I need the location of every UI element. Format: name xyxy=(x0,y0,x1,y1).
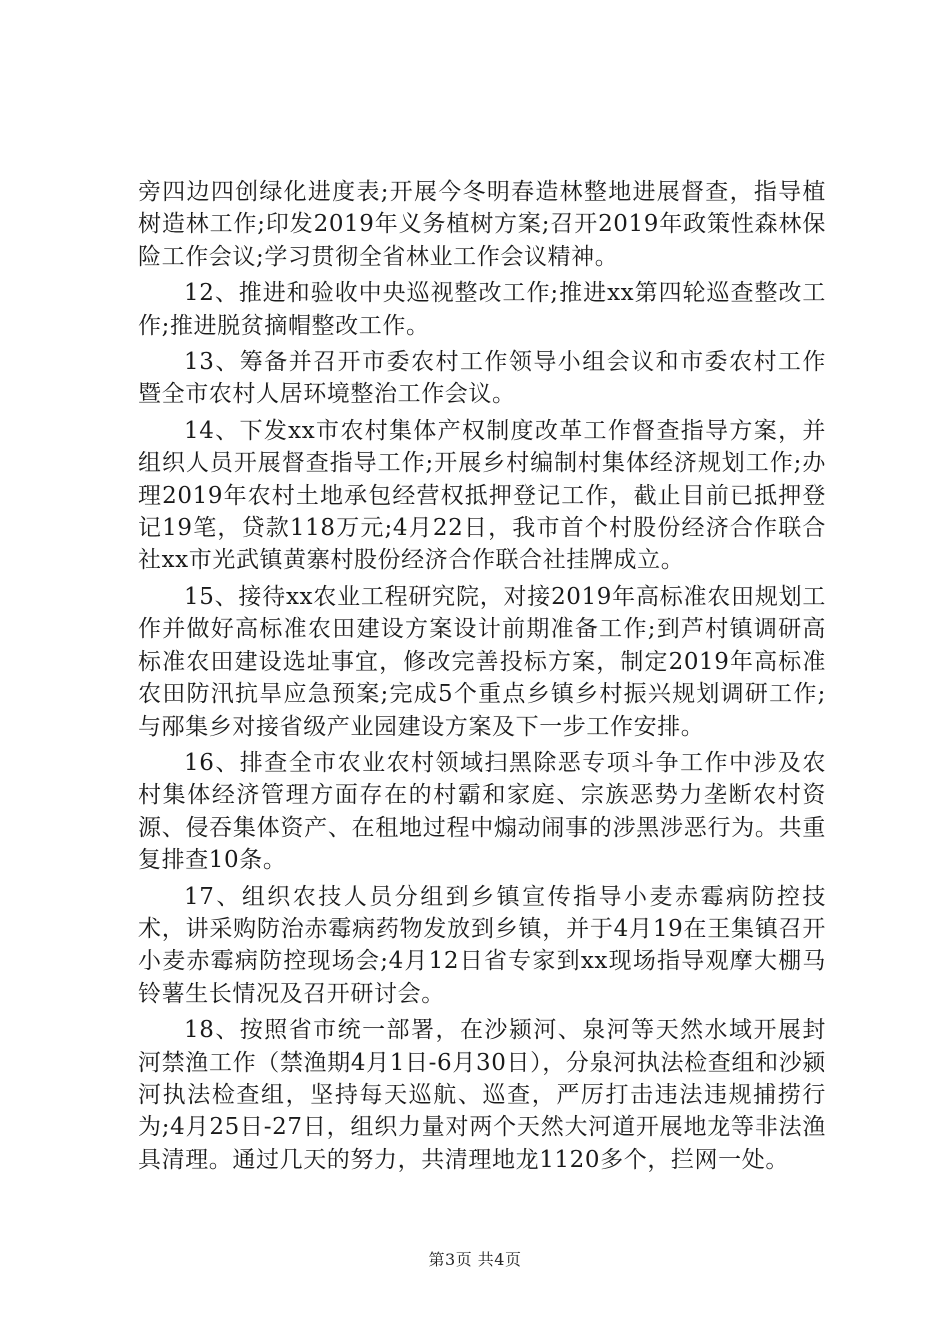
paragraph-item-18: 18、按照省市统一部署，在沙颍河、泉河等天然水域开展封河禁渔工作（禁渔期4月1日-6月30日），分泉河执法检查组和沙颍河执法检查组，坚持每天巡航、巡查，严厉打击违法违规捕捞行为;4月25日-27日，组织力量对两个天然大河道开展地龙等非法渔具清理。通过几天的努力，共清理地龙1120多个，拦网一处。 xyxy=(138,1017,826,1173)
page-number-label: 第3页 共4页 xyxy=(428,1250,522,1269)
paragraph-item-17: 17、组织农技人员分组到乡镇宣传指导小麦赤霉病防控技术，讲采购防治赤霉病药物发放到乡镇，并于4月19在王集镇召开小麦赤霉病防控现场会;4月12日省专家到xx现场指导观摩大棚马铃薯生长情况及召开研讨会。 xyxy=(138,883,826,1007)
paragraph-item-15: 15、接待xx农业工程研究院，对接2019年高标准农田规划工作并做好高标准农田建设方案设计前期准备工作;到芦村镇调研高标准农田建设选址事宜，修改完善投标方案，制定2019年高标准农田防汛抗旱应急预案;完成5个重点乡镇乡村振兴规划调研工作;与邴集乡对接省级产业园建设方案及下一步工作安排。 xyxy=(138,583,826,740)
document-body xyxy=(138,176,826,1180)
paragraph-item-12: 12、推进和验收中央巡视整改工作;推进xx第四轮巡查整改工作;推进脱贫摘帽整改工作。 xyxy=(138,280,826,339)
paragraph-item-16: 16、排查全市农业农村领域扫黑除恶专项斗争工作中涉及农村集体经济管理方面存在的村霸和家庭、宗族恶势力垄断农村资源、侵吞集体资产、在租地过程中煽动闹事的涉黑涉恶行为。共重复排查10条。 xyxy=(138,749,826,874)
paragraph-continuation: 旁四边四创绿化进度表;开展今冬明春造林整地进展督查，指导植树造林工作;印发2019年义务植树方案;召开2019年政策性森林保险工作会议;学习贯彻全省林业工作会议精神。 xyxy=(138,179,826,270)
paragraph-item-14: 14、下发xx市农村集体产权制度改革工作督查指导方案，并组织人员开展督查指导工作;开展乡村编制村集体经济规划工作;办理2019年农村土地承包经营权抵押登记工作，截止目前已抵押登记19笔，贷款118万元;4月22日，我市首个村股份经济合作联合社xx市光武镇黄寨村股份经济合作联合社挂牌成立。 xyxy=(138,417,826,574)
paragraph-item-13: 13、筹备并召开市委农村工作领导小组会议和市委农村工作暨全市农村人居环境整治工作会议。 xyxy=(138,349,826,408)
page-footer xyxy=(0,1247,950,1270)
